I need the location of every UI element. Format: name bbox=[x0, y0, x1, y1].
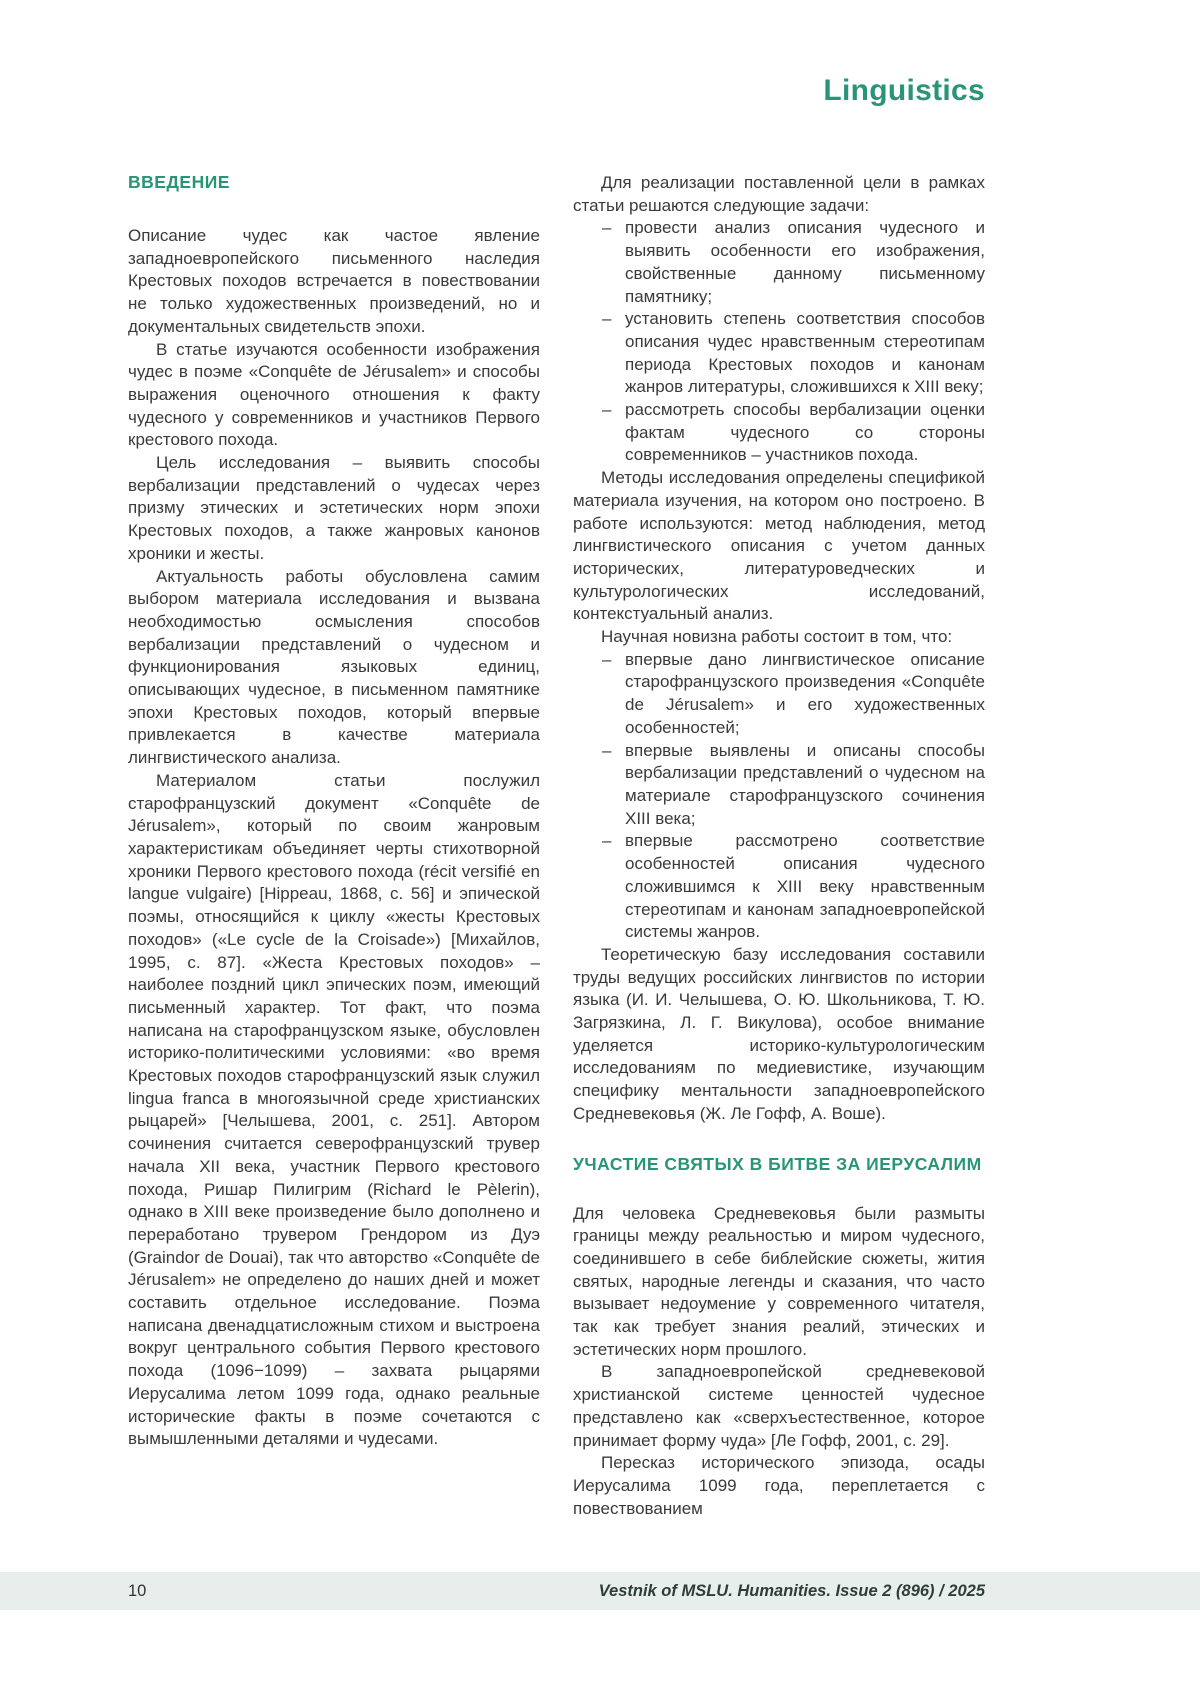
paragraph: Научная новизна работы состоит в том, что: bbox=[601, 627, 953, 647]
journal-reference: Vestnik of MSLU. Humanities. Issue 2 (896) / 2025 bbox=[598, 1581, 985, 1600]
list-marker: – bbox=[602, 649, 612, 669]
paragraph: Для человека Средневековья были размыты границы между реальностью и миром чудесного, соединившего в себе библейские сюжеты, жития святых, народные легенды и сказания, что часто вызывает недоумение у современного читателя, так как требует знания реалий, этических и эстетических норм прошлого. bbox=[573, 1203, 985, 1359]
paragraph: Описание чудес как частое явление западноевропейского письменного наследия Крестовых походов встречается в повествовании не только художественных произведений, но и документальных свидетельств эпохи. bbox=[128, 226, 540, 336]
introduction-heading: ВВЕДЕНИЕ bbox=[128, 172, 230, 192]
list-item bbox=[602, 308, 985, 399]
list-item bbox=[602, 399, 985, 467]
paragraph: Цель исследования – выявить способы вербализации представлений о чудесах через призму этических и эстетических норм эпохи Крестовых походов, а также жанровых канонов хроники и жесты. bbox=[128, 453, 540, 563]
list-marker: – bbox=[602, 831, 612, 851]
paragraph: Для реализации поставленной цели в рамках статьи решаются следующие задачи: bbox=[573, 173, 985, 215]
page-number: 10 bbox=[128, 1581, 147, 1600]
running-head-section: Linguistics bbox=[823, 74, 985, 107]
list-item bbox=[602, 649, 985, 740]
list-item bbox=[602, 830, 985, 944]
list-marker: – bbox=[602, 218, 612, 238]
right-column bbox=[573, 172, 985, 1520]
paragraph: Методы исследования определены спецификой материала изучения, на котором оно построено. В работе используются: метод наблюдения, метод лингвистического описания с учетом данных исторических, литературоведческих и культурологических исследований, контекстуальный анализ. bbox=[573, 468, 985, 624]
section-heading: УЧАСТИЕ СВЯТЫХ В БИТВЕ ЗА ИЕРУСАЛИМ bbox=[573, 1153, 982, 1174]
list-item-text: впервые рассмотрено соответствие особенностей описания чудесного сложившимся к XIII веку нравственным стереотипам и канонам западноевропейской системы жанров. bbox=[625, 831, 985, 942]
list-marker: – bbox=[602, 740, 612, 760]
page-footer bbox=[0, 1572, 1200, 1610]
list-item-text: рассмотреть способы вербализации оценки фактам чудесного со стороны современников – участников похода. bbox=[625, 400, 985, 465]
list-marker: – bbox=[602, 309, 612, 329]
list-item-text: впервые дано лингвистическое описание старофранцузского произведения «Conquête de Jérusalem» и его художественных особенностей; bbox=[625, 649, 985, 737]
list-item-text: впервые выявлены и описаны способы вербализации представлений о чудесном на материале старофранцузского сочинения XIII века; bbox=[625, 740, 985, 828]
paragraph: Пересказ исторического эпизода, осады Иерусалима 1099 года, переплетается с повествованием bbox=[573, 1453, 985, 1518]
list-item-text: установить степень соответствия способов описания чудес нравственным стереотипам периода Крестовых походов и канонам жанров литературы, сложившихся к XIII веку; bbox=[625, 309, 985, 397]
left-column bbox=[128, 172, 540, 1520]
novelty-list bbox=[602, 649, 985, 944]
tasks-list bbox=[602, 217, 985, 467]
paragraph: В статье изучаются особенности изображения чудес в поэме «Conquête de Jérusalem» и способы выражения оценочного отношения к факту чудесного у современников и участников Первого крестового похода. bbox=[128, 339, 540, 450]
paragraph: Материалом статьи послужил старофранцузский документ «Conquête de Jérusalem», который по своим жанровым характеристикам объединяет черты стихотворной хроники Первого крестового похода (récit versifié en langue vulgaire) [Hippeau, 1868, с. 56] и эпической поэмы, относящийся к циклу «жесты Крестовых походов» («Le cycle de la Croisade») [Михайлов, 1995, с. 87]. «Жеста Крестовых походов» – наиболее поздний цикл эпических поэм, имеющий письменный характер. Тот факт, что поэма написана на старофранцузском языке, обусловлен историко-политическими условиями: «во время Крестовых походов старофранцузский язык служил lingua franca в многоязычной среде христианских рыцарей» [Челышева, 2001, с. 251]. Автором сочинения считается северофранцузский трувер начала XII века, участник Первого крестового похода, Ришар Пилигрим (Richard le Pèlerin), однако в XIII веке произведение было дополнено и переработано трувером Грендором из Дуэ (Graindor de Douai), так что авторство «Conquête de Jérusalem» не определено до наших дней и может составить отдельное исследование. Поэма написана двенадцатисложным стихом и выстроена вокруг центрального события Первого крестового похода (1096−1099) – захвата рыцарями Иерусалима летом 1099 года, однако реальные исторические факты в поэме сочетаются с вымышленными деталями и чудесами. bbox=[128, 770, 540, 1449]
list-item bbox=[602, 740, 985, 831]
list-item bbox=[602, 217, 985, 308]
paragraph: Теоретическую базу исследования составили труды ведущих российских лингвистов по истории языка (И. И. Челышева, О. Ю. Школьникова, Т. Ю. Загрязкина, Л. Г. Викулова), особое внимание уделяется историко-культурологическим исследованиям по медиевистике, изучающим специфику ментальности западноевропейского Средневековья (Ж. Ле Гофф, А. Воше). bbox=[573, 944, 985, 1123]
list-item-text: провести анализ описания чудесного и выявить особенности его изображения, свойственные данному письменному памятнику; bbox=[625, 218, 985, 306]
article-body bbox=[128, 172, 986, 1520]
paragraph: Актуальность работы обусловлена самим выбором материала исследования и вызвана необходимостью осмысления способов вербализации представлений о чудесном и функционирования языковых единиц, описывающих чудесное, в письменном памятнике эпохи Крестовых походов, который впервые привлекается в качестве материала лингвистического анализа. bbox=[128, 566, 540, 768]
paragraph: В западноевропейской средневековой христианской системе ценностей чудесное представлено как «сверхъестественное, которое принимает форму чуда» [Ле Гофф, 2001, с. 29]. bbox=[573, 1362, 985, 1450]
list-marker: – bbox=[602, 400, 612, 420]
